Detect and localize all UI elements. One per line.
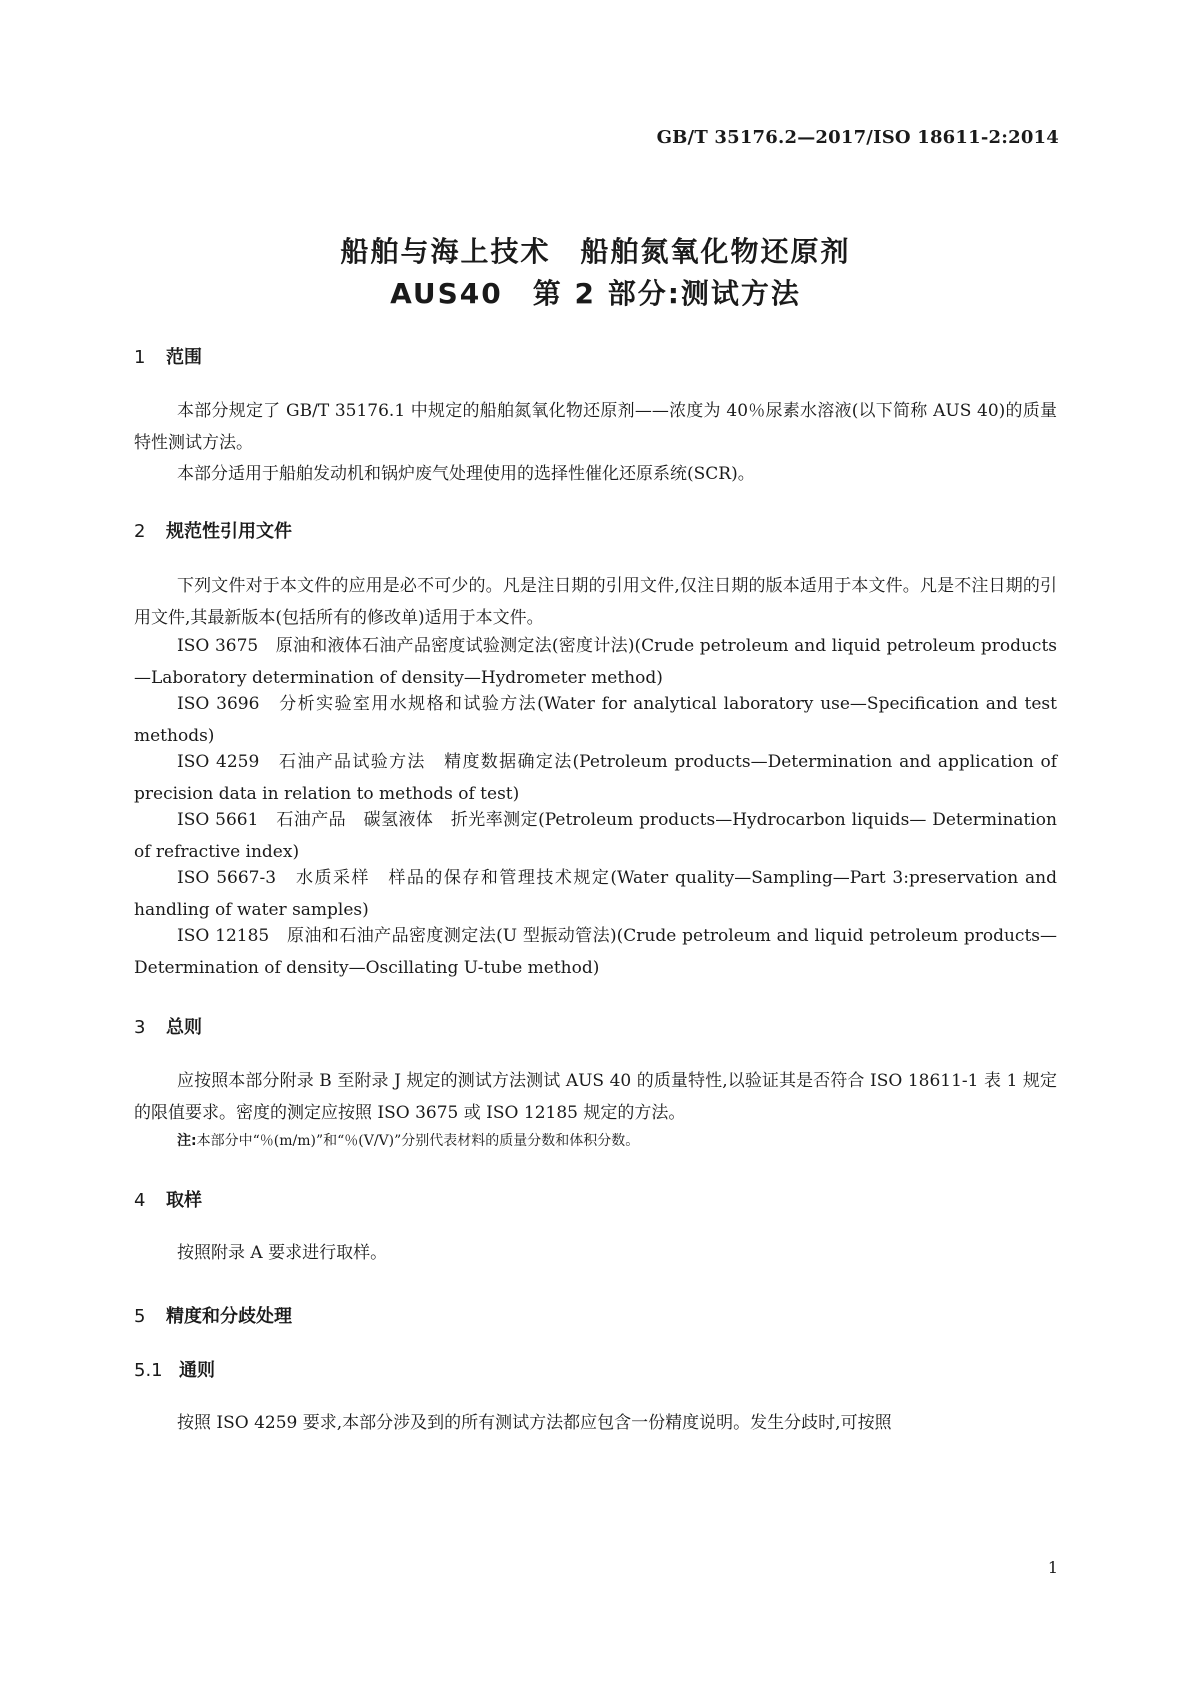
section-number: 5 (134, 1306, 146, 1327)
section-number: 4 (134, 1190, 146, 1211)
note (177, 1130, 639, 1150)
section-number: 2 (134, 521, 146, 542)
section-1-paragraph-1: 本部分规定了 GB/T 35176.1 中规定的船舶氮氧化物还原剂——浓度为 40％尿素水溶液(以下简称 AUS 40)的质量特性测试方法。 (134, 401, 1057, 453)
section-3-heading (134, 1013, 202, 1039)
document-title-line-1: 船舶与海上技术 船舶氮氧化物还原剂 (340, 235, 851, 268)
page-number: 1 (1047, 1558, 1058, 1577)
section-3-paragraph-1: 应按照本部分附录 B 至附录 J 规定的测试方法测试 AUS 40 的质量特性,以验证其是否符合 ISO 18611-1 表 1 规定的限值要求。密度的测定应按照 ISO 3675 或 ISO 12185 规定的方法。 (134, 1071, 1057, 1123)
reference-item: ISO 5661 石油产品 碳氢液体 折光率测定(Petroleum products—Hydrocarbon liquids— Determination of refractive index) (134, 810, 1057, 862)
standard-code: GB/T 35176.2—2017/ISO 18611-2:2014 (656, 127, 1059, 148)
note-label: 注: (177, 1133, 197, 1149)
section-1-paragraph-2: 本部分适用于船舶发动机和锅炉废气处理使用的选择性催化还原系统(SCR)。 (177, 464, 755, 484)
reference-item: ISO 4259 石油产品试验方法 精度数据确定法(Petroleum products—Determination and application of precision data in relation to methods of test) (134, 752, 1057, 804)
section-2-heading (134, 517, 292, 543)
section-number: 1 (134, 347, 146, 368)
section-title: 精度和分歧处理 (166, 1306, 292, 1327)
section-4-heading (134, 1186, 202, 1212)
document-title-line-2: AUS40 第 2 部分:测试方法 (390, 277, 801, 310)
section-1-heading (134, 343, 202, 369)
section-title: 规范性引用文件 (166, 521, 292, 542)
section-title: 总则 (166, 1017, 202, 1038)
reference-item: ISO 3675 原油和液体石油产品密度试验测定法(密度计法)(Crude petroleum and liquid petroleum products—Laboratory determination of density—Hydrometer method) (134, 636, 1057, 688)
reference-item: ISO 12185 原油和石油产品密度测定法(U 型振动管法)(Crude petroleum and liquid petroleum products—Determination of density—Oscillating U-tube method) (134, 926, 1057, 978)
section-5-heading (134, 1302, 292, 1328)
section-4-paragraph-1: 按照附录 A 要求进行取样。 (177, 1243, 388, 1263)
section-title: 取样 (166, 1190, 202, 1211)
section-2-paragraph-1: 下列文件对于本文件的应用是必不可少的。凡是注日期的引用文件,仅注日期的版本适用于本文件。凡是不注日期的引用文件,其最新版本(包括所有的修改单)适用于本文件。 (134, 576, 1057, 628)
reference-item: ISO 3696 分析实验室用水规格和试验方法(Water for analytical laboratory use—Specification and test methods) (134, 694, 1057, 746)
section-5-1-paragraph-1: 按照 ISO 4259 要求,本部分涉及到的所有测试方法都应包含一份精度说明。发生分歧时,可按照 (177, 1413, 892, 1433)
section-number: 3 (134, 1017, 146, 1038)
reference-item: ISO 5667-3 水质采样 样品的保存和管理技术规定(Water quality—Sampling—Part 3:preservation and handling of water samples) (134, 868, 1057, 920)
section-title: 通则 (179, 1360, 215, 1381)
note-text: 本部分中“％(m/m)”和“％(V/V)”分别代表材料的质量分数和体积分数。 (196, 1133, 640, 1149)
section-title: 范围 (166, 347, 202, 368)
section-5-1-heading (134, 1356, 215, 1382)
section-number: 5.1 (134, 1360, 163, 1381)
